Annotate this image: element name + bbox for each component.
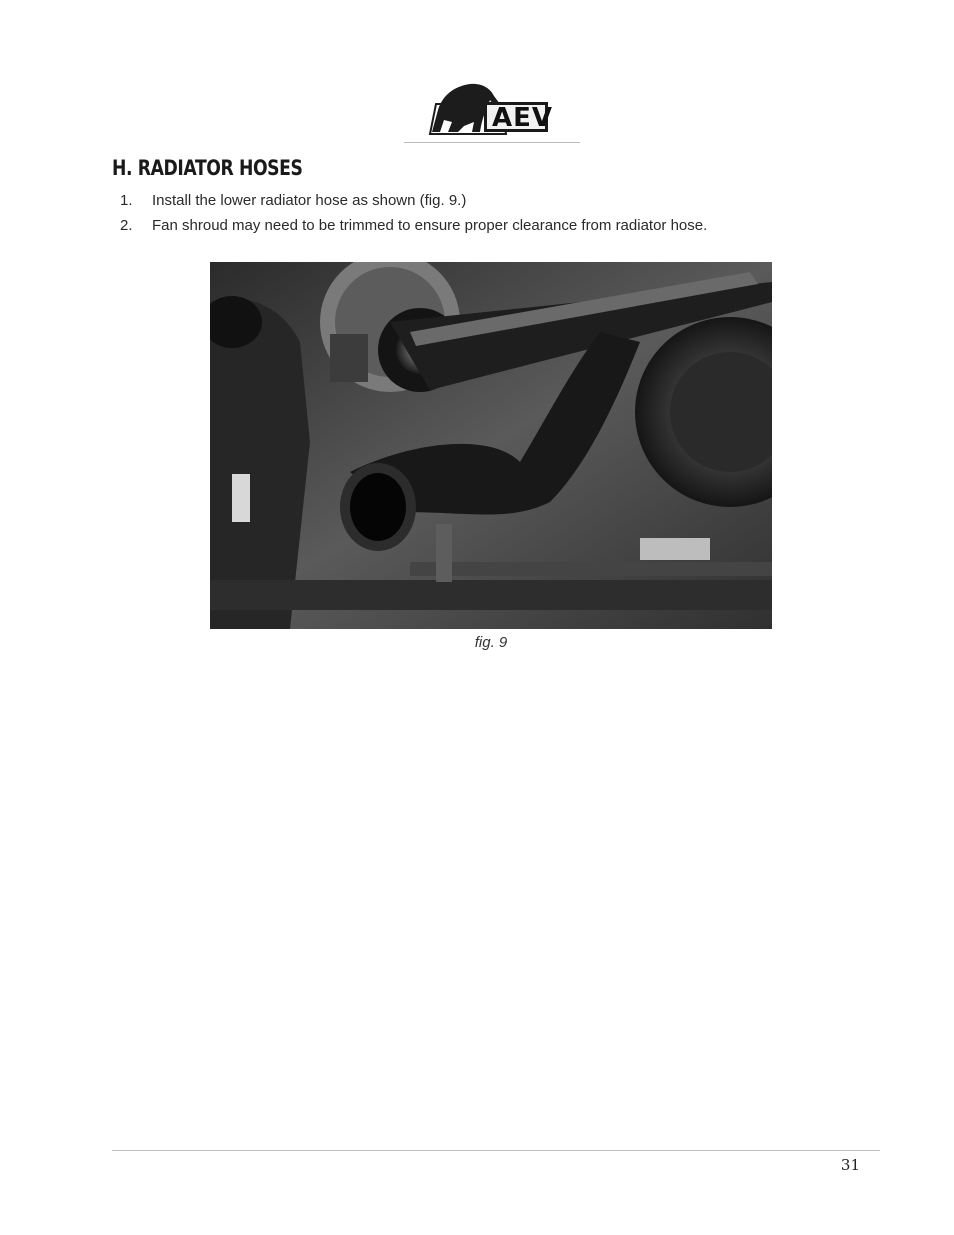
figure-caption-text: fig. 9 bbox=[474, 634, 508, 651]
footer-divider bbox=[112, 1150, 880, 1151]
instruction-list bbox=[120, 191, 707, 241]
logo-text: AEV bbox=[492, 103, 554, 133]
page-number: 31 bbox=[840, 1156, 860, 1174]
engine-photo bbox=[210, 262, 772, 629]
step-number: 1. bbox=[120, 192, 133, 209]
engine-photo-illustration bbox=[210, 262, 772, 629]
step-number: 2. bbox=[120, 217, 133, 234]
aev-logo bbox=[402, 80, 582, 146]
logo-divider bbox=[404, 142, 580, 143]
step-text: Install the lower radiator hose as shown (fig. 9.) bbox=[152, 192, 467, 209]
section-title: H. RADIATOR HOSES bbox=[112, 156, 303, 180]
figure-caption bbox=[0, 634, 954, 651]
aev-logo-mark bbox=[402, 80, 582, 146]
instruction-step bbox=[120, 216, 707, 241]
step-text: Fan shroud may need to be trimmed to ensure proper clearance from radiator hose. bbox=[152, 217, 708, 234]
instruction-step bbox=[120, 191, 707, 216]
